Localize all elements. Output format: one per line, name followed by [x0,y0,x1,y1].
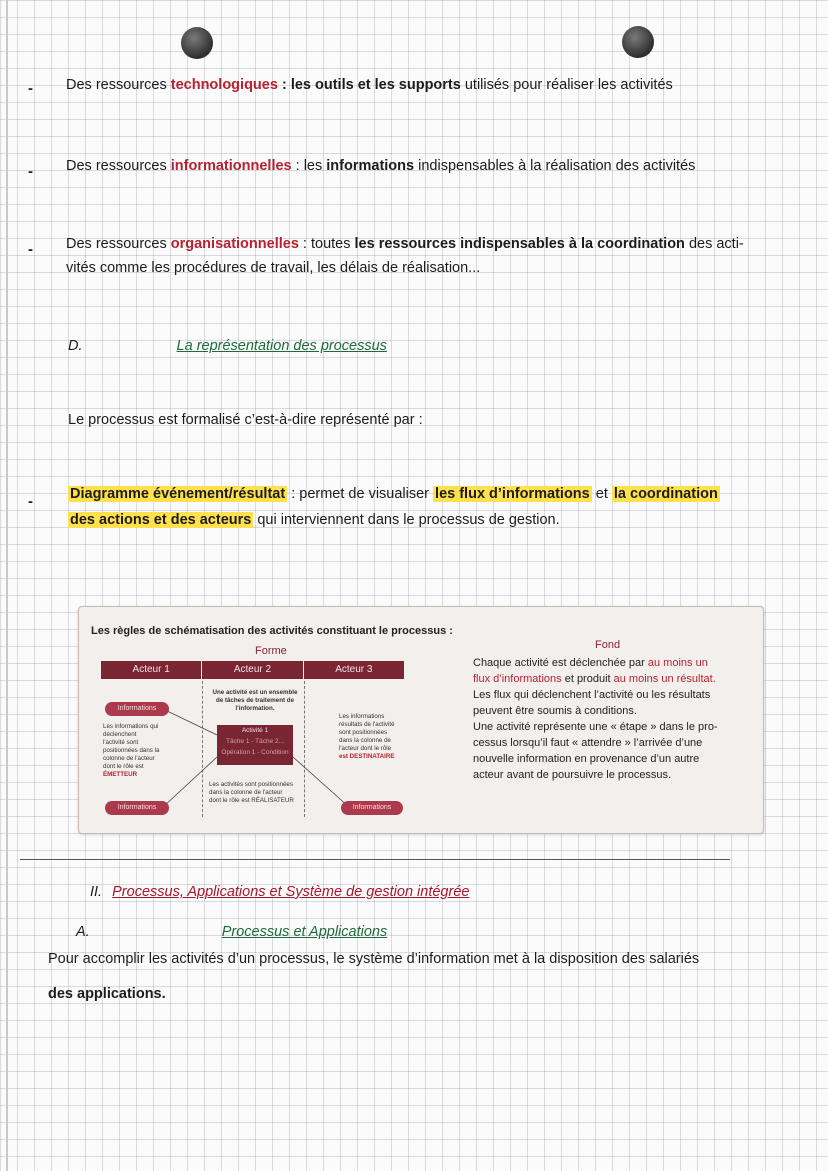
fond-line: acteur avant de poursuivre le processus. [473,769,672,781]
bullet-organisationnelles [66,233,744,255]
bullet-dash: - [28,493,33,510]
text-line: déclenchent [103,731,137,738]
intro-text: Le processus est formalisé c’est-à-dire représenté par : [68,412,423,428]
section-letter: A. [76,924,90,940]
text: Chaque activité est déclenchée par [473,657,648,669]
figure-title: Les règles de schématisation des activités constituant le processus : [91,625,453,637]
red-text: au moins un [647,657,708,669]
text-line: Les informations qui [103,723,159,730]
keyword: informationnelles [170,158,292,174]
highlight: des actions et des acteurs [70,512,252,528]
text: Des ressources [66,236,171,252]
highlight: Diagramme événement/résultat [70,486,286,502]
fond-line [473,671,757,687]
text-line: Les informations [339,713,385,720]
bullet-technologiques [66,74,673,96]
section-d-heading [68,338,387,354]
text-line: Activité 1 [241,727,269,734]
figure-fond-label: Fond [595,639,621,651]
keyword: organisationnelles [170,236,299,252]
highlight: les flux d’informations [435,486,590,502]
bold-text: les ressources indispensables à la coordination [354,236,685,252]
horizontal-rule [20,859,730,860]
col2-top-description [207,689,303,713]
col3-description [339,713,395,761]
section-a-heading [76,921,387,943]
text: indispensables à la réalisation des activités [414,158,696,174]
text-line: Opération 1 - Condition [221,749,289,756]
activite-box [217,725,293,765]
text: et produit [561,673,614,685]
section-number: II. [90,884,103,900]
section-ii-heading [90,881,469,903]
section-title: Processus et Applications [221,924,388,940]
fond-line: Une activité représente une « étape » dans le pro- [473,721,718,733]
bullet-dash: - [28,163,33,180]
info-pill-bottom: Informations [105,801,169,815]
fond-line: Les flux qui déclenchent l’activité ou les résultats [473,689,711,701]
fond-line: nouvelle information en provenance d’un autre [473,753,700,765]
text-line: l'activité sont [103,739,139,746]
fond-line [473,655,757,671]
text-line: Une activité est un ensemble [212,689,298,696]
fond-description [473,655,757,783]
text: qui interviennent dans le processus de gestion. [253,512,560,528]
text-line: ÉMETTEUR [103,771,138,778]
schematisation-figure [78,606,764,834]
punch-hole-left [181,27,213,59]
section-title: La représentation des processus [176,338,387,354]
acteur-2: Acteur 2 [202,661,303,679]
acteur-3: Acteur 3 [304,661,405,679]
paragraph-line2: des applications. [48,986,166,1002]
info-pill-right: Informations [341,801,403,815]
text: : les [291,158,327,174]
text: : permet de visualiser [287,486,434,502]
text-line: positionnées dans la [103,747,160,754]
section-title: Processus, Applications et Système de gestion intégrée [112,884,470,900]
bold-text: les outils et les supports [290,77,461,93]
text: utilisés pour réaliser les activités [460,77,673,93]
text-line: sont positionnées [339,729,388,736]
text: des acti- [684,236,744,252]
fond-line: peuvent être soumis à conditions. [473,705,637,717]
separator: : [277,77,291,93]
text-line: de tâches de traitement de [215,697,295,704]
col1-description [103,723,159,779]
bullet-informationnelles [66,155,695,177]
fond-line: cessus lorsqu’il faut « attendre » l’arrivée d’une [473,737,703,749]
bullet-organisationnelles-line2: vités comme les procédures de travail, les délais de réalisation... [66,260,481,276]
text-line: résultats de l'activité [339,721,395,728]
text-line: colonne de l'acteur [103,755,155,762]
figure-forme-label: Forme [255,645,287,657]
diagram-bullet-line2 [68,508,560,532]
text-line: dans la colonne de [339,737,391,744]
red-text: au moins un résultat. [613,673,716,685]
bullet-dash: - [28,80,33,97]
text-line: l'acteur dont le rôle [339,745,392,752]
keyword: technologiques [170,77,278,93]
bold-text: informations [326,158,415,174]
text: et [591,486,612,502]
red-text: flux d’informations [473,673,562,685]
text-line: l'information. [235,705,275,712]
text-line: Tâche 1 - Tâche 2... [225,738,285,745]
text-line: dont le rôle est RÉALISATEUR [209,797,294,804]
text-line: dont le rôle est [103,763,144,770]
punch-hole-right [622,26,654,58]
text-line: est DESTINATAIRE [339,753,395,760]
acteur-1: Acteur 1 [101,661,202,679]
info-pill-top: Informations [105,702,169,716]
col2-bottom-description [209,781,294,805]
text: Des ressources [66,77,171,93]
diagram-bullet [68,482,720,506]
margin-line [6,0,8,1171]
text-line: dans la colonne de l'acteur [209,789,283,796]
text-line: Les activités sont positionnées [209,781,293,788]
text: : toutes [298,236,355,252]
connector-line [293,757,349,807]
highlight: la coordination [613,486,718,502]
paragraph-line1: Pour accomplir les activités d’un processus, le système d’information met à la disposition des salariés [48,951,700,967]
bullet-dash: - [28,241,33,258]
section-letter: D. [68,338,83,354]
text: Des ressources [66,158,171,174]
